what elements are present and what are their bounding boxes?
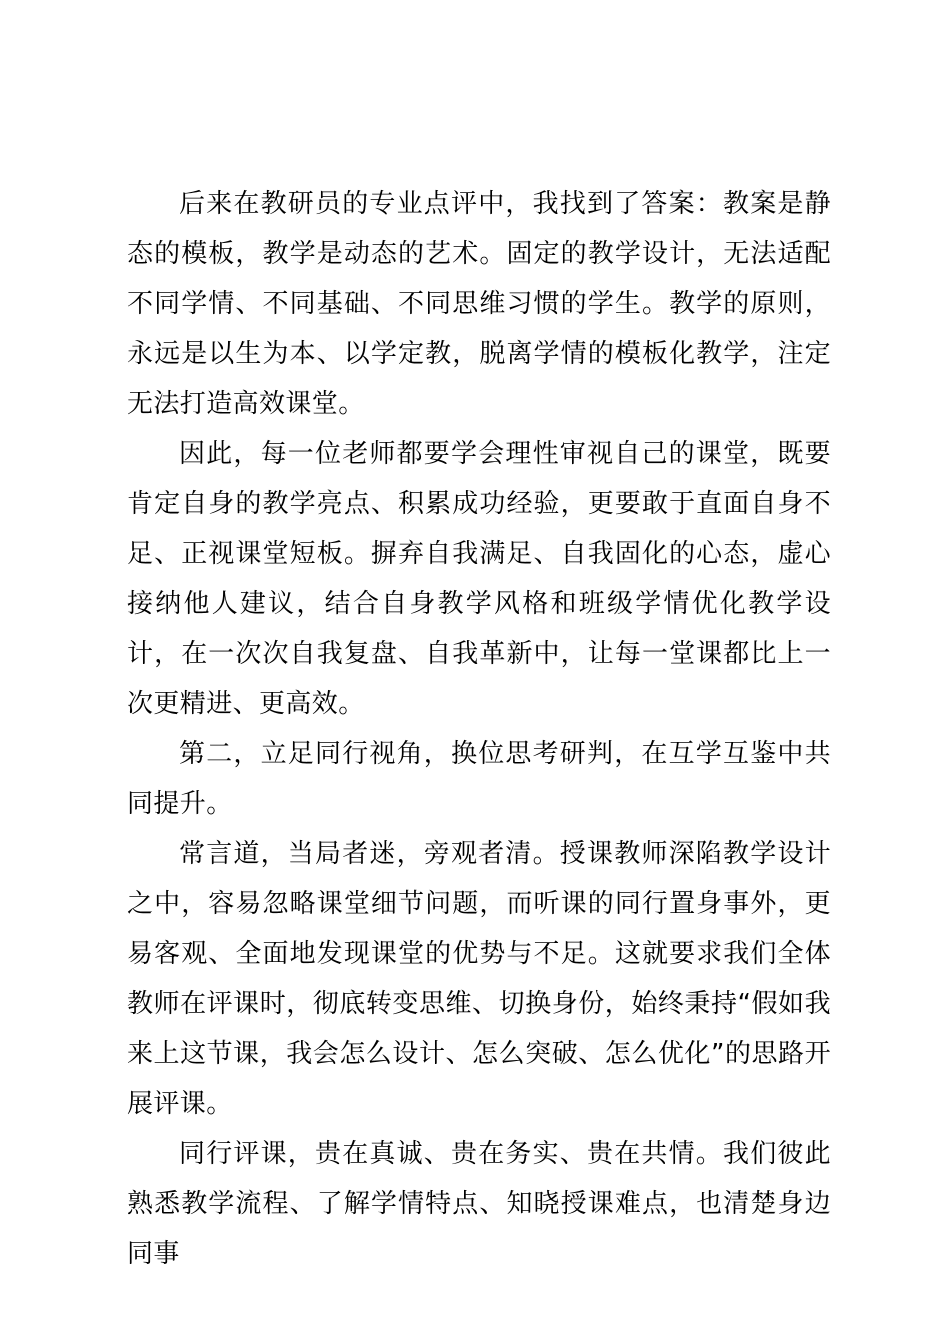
paragraph-1: 后来在教研员的专业点评中，我找到了答案：教案是静态的模板，教学是动态的艺术。固定的教学设计，无法适配不同学情、不同基础、不同思维习惯的学生。教学的原则，永远是以生为本、以学定教，脱离学情的模板化教学，注定无法打造高效课堂。	[127, 189, 831, 419]
paragraph-2: 因此，每一位老师都要学会理性审视自己的课堂，既要肯定自身的教学亮点、积累成功经验，更要敢于直面自身不足、正视课堂短板。摒弃自我满足、自我固化的心态，虚心接纳他人建议，结合自身教学风格和班级学情优化教学设计，在一次次自我复盘、自我革新中，让每一堂课都比上一次更精进、更高效。	[127, 439, 831, 719]
document-body	[127, 179, 831, 1279]
paragraph-4: 常言道，当局者迷，旁观者清。授课教师深陷教学设计之中，容易忽略课堂细节问题，而听课的同行置身事外，更易客观、全面地发现课堂的优势与不足。这就要求我们全体教师在评课时，彻底转变思维、切换身份，始终秉持“假如我来上这节课，我会怎么设计、怎么突破、怎么优化”的思路开展评课。	[127, 839, 831, 1119]
paragraph-3-heading: 第二，立足同行视角，换位思考研判，在互学互鉴中共同提升。	[127, 739, 831, 819]
paragraph-5: 同行评课，贵在真诚、贵在务实、贵在共情。我们彼此熟悉教学流程、了解学情特点、知晓授课难点，也清楚身边同事	[127, 1139, 831, 1269]
